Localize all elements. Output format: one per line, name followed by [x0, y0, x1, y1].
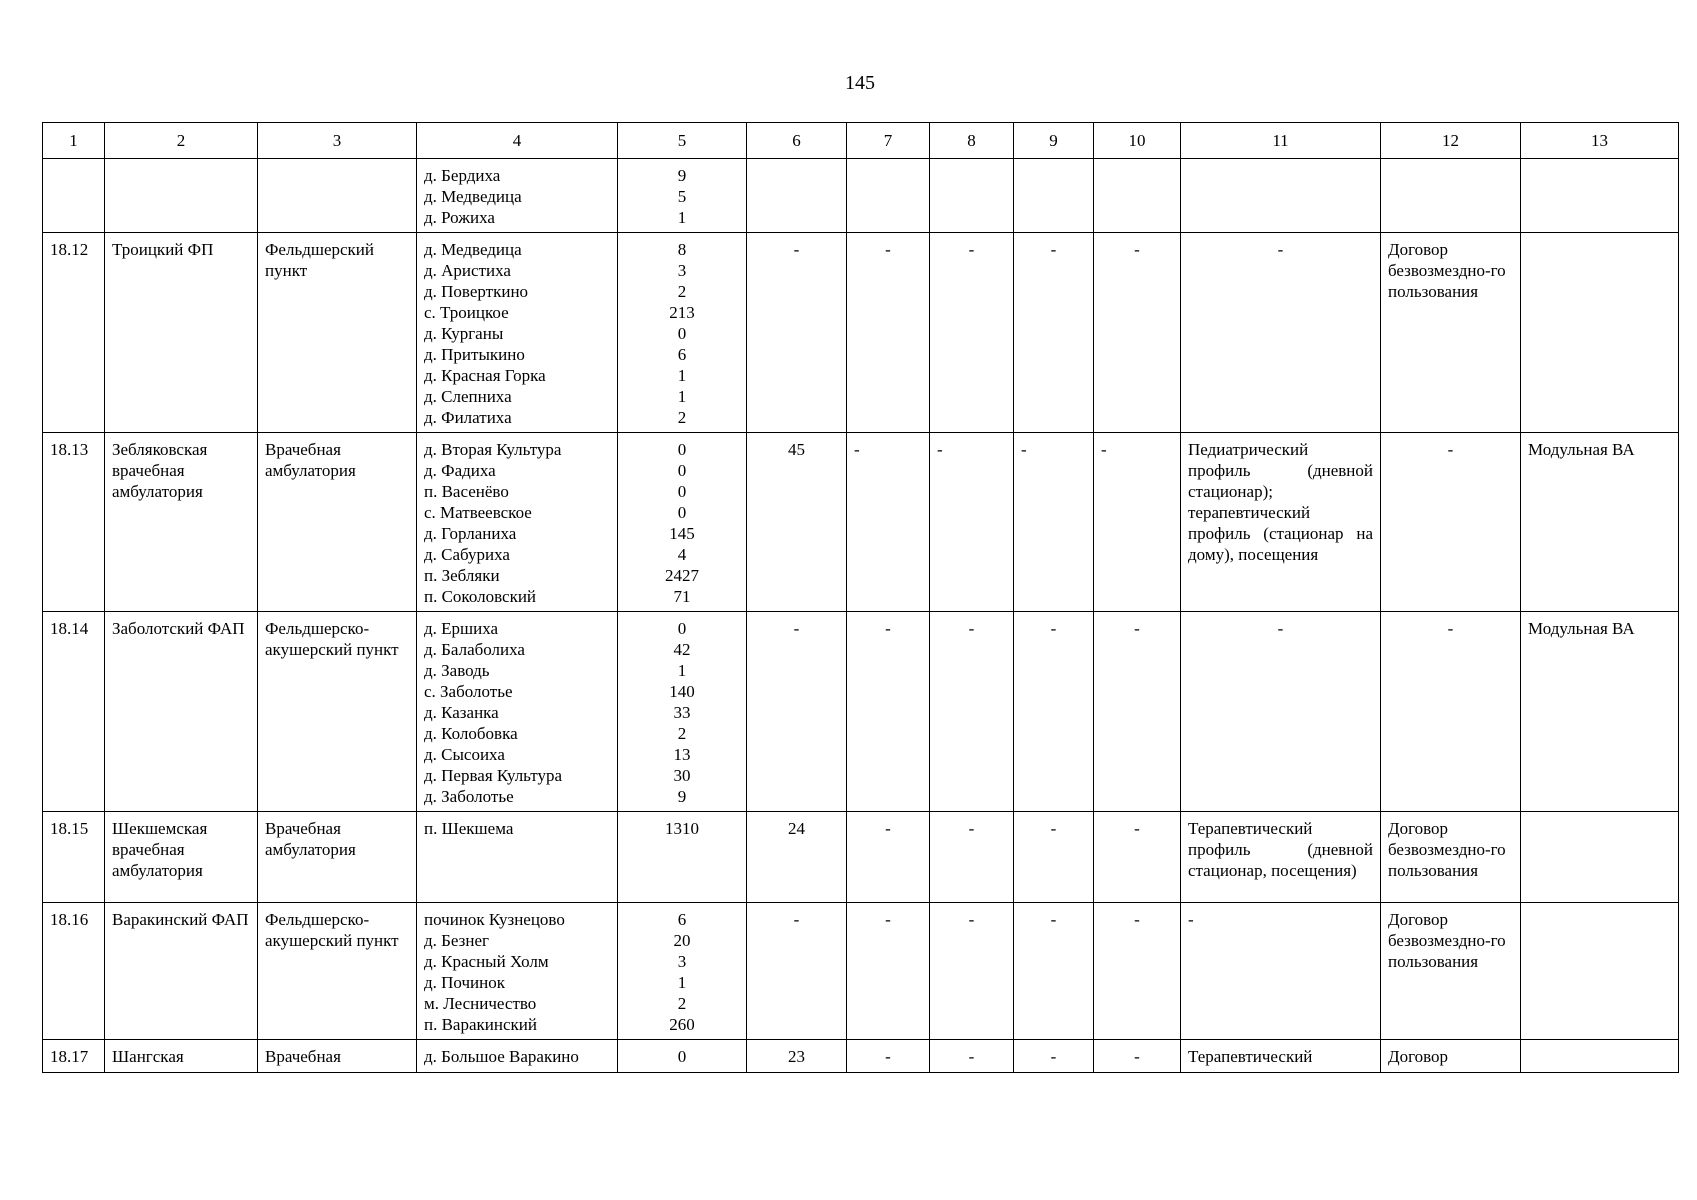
- column-11-cell: Терапевтический профиль (дневной стационар, посещения): [1181, 812, 1381, 903]
- settlement-name: д. Бердиха: [424, 166, 501, 185]
- population-cell: [618, 233, 747, 433]
- settlements-cell: [417, 159, 618, 233]
- settlement-name: д. Большое Варакино: [424, 1047, 579, 1066]
- settlement-name: д. Первая Культура: [424, 766, 563, 785]
- settlement-name: д. Вторая Культура: [424, 440, 562, 459]
- settlement-name: м. Лесничество: [424, 994, 537, 1013]
- column-9-cell: -: [1014, 233, 1094, 433]
- population-value: 0: [677, 1047, 687, 1066]
- column-13-cell: [1521, 159, 1679, 233]
- column-8-cell: -: [930, 812, 1014, 903]
- facility-name-cell: [105, 159, 258, 233]
- column-8-cell: -: [930, 1040, 1014, 1073]
- facility-type-cell: Фельдшерско-акушерский пункт: [258, 903, 417, 1040]
- facility-name-cell: Заболотский ФАП: [105, 612, 258, 812]
- settlements-cell: [417, 233, 618, 433]
- population-value: 0: [677, 503, 687, 522]
- column-7-cell: -: [847, 812, 930, 903]
- column-number: 8: [930, 123, 1014, 159]
- table-row: [43, 433, 1679, 612]
- facility-name-cell: Шангская: [105, 1040, 258, 1073]
- population-value: 2427: [665, 566, 699, 585]
- column-9-cell: -: [1014, 1040, 1094, 1073]
- settlement-name: д. Ершиха: [424, 619, 499, 638]
- settlement-name: д. Заводь: [424, 661, 490, 680]
- settlement-name: с. Троицкое: [424, 303, 509, 322]
- population-cell: [618, 812, 747, 903]
- settlement-name: д. Медведица: [424, 240, 522, 259]
- settlement-name: д. Курганы: [424, 324, 504, 343]
- population-value: 0: [677, 482, 687, 501]
- population-value: 42: [673, 640, 691, 659]
- column-7-cell: -: [847, 233, 930, 433]
- column-6-cell: -: [747, 903, 847, 1040]
- row-number-cell: 18.13: [43, 433, 105, 612]
- settlement-name: починок Кузнецово: [424, 910, 565, 929]
- population-value: 213: [669, 303, 695, 322]
- settlement-name: д. Филатиха: [424, 408, 512, 427]
- facilities-table: [42, 122, 1679, 1073]
- population-value: 2: [677, 282, 687, 301]
- column-11-cell: [1181, 159, 1381, 233]
- population-value: 2: [677, 724, 687, 743]
- population-value: 1: [677, 366, 687, 385]
- column-8-cell: -: [930, 612, 1014, 812]
- population-cell: [618, 612, 747, 812]
- population-value: 2: [677, 408, 687, 427]
- page-number: 145: [845, 72, 875, 94]
- table-row: [43, 612, 1679, 812]
- settlement-name: д. Медведица: [424, 187, 522, 206]
- row-number-cell: [43, 159, 105, 233]
- settlement-name: п. Шекшема: [424, 819, 514, 838]
- column-6-cell: [747, 159, 847, 233]
- settlement-name: д. Красная Горка: [424, 366, 546, 385]
- population-value: 0: [677, 324, 687, 343]
- population-value: 13: [673, 745, 691, 764]
- table-row: [43, 233, 1679, 433]
- population-value: 8: [677, 240, 687, 259]
- facility-type-cell: Врачебная: [258, 1040, 417, 1073]
- column-number: 11: [1181, 123, 1381, 159]
- settlement-name: п. Зебляки: [424, 566, 500, 585]
- settlements-cell: [417, 612, 618, 812]
- population-value: 3: [677, 261, 687, 280]
- settlement-name: д. Рожиха: [424, 208, 495, 227]
- column-10-cell: [1094, 159, 1181, 233]
- column-13-cell: Модульная ВА: [1521, 433, 1679, 612]
- population-value: 9: [677, 787, 687, 806]
- column-10-cell: -: [1094, 233, 1181, 433]
- column-12-cell: Договор безвозмездно-го пользования: [1381, 812, 1521, 903]
- column-6-cell: -: [747, 233, 847, 433]
- facility-type-cell: Фельдшерский пункт: [258, 233, 417, 433]
- column-12-cell: [1381, 159, 1521, 233]
- settlements-cell: [417, 812, 618, 903]
- settlement-name: п. Варакинский: [424, 1015, 537, 1034]
- column-number: 10: [1094, 123, 1181, 159]
- column-12-cell: Договор безвозмездно-го пользования: [1381, 233, 1521, 433]
- population-value: 2: [677, 994, 687, 1013]
- population-cell: [618, 433, 747, 612]
- population-value: 140: [669, 682, 695, 701]
- column-6-cell: 45: [747, 433, 847, 612]
- column-number: 1: [43, 123, 105, 159]
- population-value: 9: [677, 166, 687, 185]
- population-value: 3: [677, 952, 687, 971]
- table-row: [43, 159, 1679, 233]
- population-value: 30: [673, 766, 691, 785]
- column-8-cell: -: [930, 233, 1014, 433]
- column-7-cell: -: [847, 612, 930, 812]
- column-12-cell: Договор безвозмездно-го пользования: [1381, 903, 1521, 1040]
- column-13-cell: [1521, 812, 1679, 903]
- column-number: 12: [1381, 123, 1521, 159]
- column-number: 6: [747, 123, 847, 159]
- settlement-name: д. Аристиха: [424, 261, 511, 280]
- column-13-cell: [1521, 903, 1679, 1040]
- column-11-cell: -: [1181, 233, 1381, 433]
- settlement-name: д. Балаболиха: [424, 640, 525, 659]
- population-value: 5: [677, 187, 687, 206]
- population-value: 260: [669, 1015, 695, 1034]
- population-value: 145: [669, 524, 695, 543]
- settlement-name: д. Красный Холм: [424, 952, 549, 971]
- settlement-name: с. Матвеевское: [424, 503, 532, 522]
- column-13-cell: Модульная ВА: [1521, 612, 1679, 812]
- column-9-cell: -: [1014, 903, 1094, 1040]
- facility-name-cell: Варакинский ФАП: [105, 903, 258, 1040]
- settlement-name: д. Слепниха: [424, 387, 512, 406]
- column-10-cell: -: [1094, 612, 1181, 812]
- column-13-cell: [1521, 1040, 1679, 1073]
- column-number: 5: [618, 123, 747, 159]
- row-number-cell: 18.16: [43, 903, 105, 1040]
- column-12-cell: -: [1381, 433, 1521, 612]
- column-8-cell: [930, 159, 1014, 233]
- row-number-cell: 18.17: [43, 1040, 105, 1073]
- column-8-cell: -: [930, 433, 1014, 612]
- population-value: 33: [673, 703, 691, 722]
- column-11-cell: Терапевтический: [1181, 1040, 1381, 1073]
- column-10-cell: -: [1094, 903, 1181, 1040]
- facility-type-cell: Врачебная амбулатория: [258, 812, 417, 903]
- facility-type-cell: Врачебная амбулатория: [258, 433, 417, 612]
- population-value: 1: [677, 387, 687, 406]
- table-row: [43, 903, 1679, 1040]
- column-9-cell: -: [1014, 433, 1094, 612]
- column-7-cell: -: [847, 903, 930, 1040]
- facility-type-cell: [258, 159, 417, 233]
- population-value: 20: [673, 931, 691, 950]
- settlement-name: д. Сабуриха: [424, 545, 510, 564]
- column-10-cell: -: [1094, 812, 1181, 903]
- settlement-name: д. Казанка: [424, 703, 499, 722]
- column-6-cell: 24: [747, 812, 847, 903]
- column-10-cell: -: [1094, 1040, 1181, 1073]
- column-7-cell: -: [847, 1040, 930, 1073]
- settlement-name: д. Починок: [424, 973, 505, 992]
- table-row: [43, 812, 1679, 903]
- settlement-name: д. Горланиха: [424, 524, 517, 543]
- facility-name-cell: Шекшемская врачебная амбулатория: [105, 812, 258, 903]
- settlement-name: д. Колобовка: [424, 724, 518, 743]
- population-value: 0: [677, 440, 687, 459]
- settlements-cell: [417, 433, 618, 612]
- column-8-cell: -: [930, 903, 1014, 1040]
- column-number: 2: [105, 123, 258, 159]
- column-10-cell: -: [1094, 433, 1181, 612]
- population-value: 1: [677, 973, 687, 992]
- row-number-cell: 18.12: [43, 233, 105, 433]
- column-number: 9: [1014, 123, 1094, 159]
- facility-name-cell: Троицкий ФП: [105, 233, 258, 433]
- column-12-cell: Договор: [1381, 1040, 1521, 1073]
- population-cell: [618, 903, 747, 1040]
- column-11-cell: -: [1181, 903, 1381, 1040]
- population-value: 0: [677, 619, 687, 638]
- settlements-cell: [417, 1040, 618, 1073]
- population-value: 71: [673, 587, 691, 606]
- population-value: 1310: [665, 819, 699, 838]
- settlement-name: д. Сысоиха: [424, 745, 505, 764]
- population-value: 6: [677, 345, 687, 364]
- settlement-name: д. Безнег: [424, 931, 489, 950]
- population-value: 1: [677, 208, 687, 227]
- facility-name-cell: Зебляковская врачебная амбулатория: [105, 433, 258, 612]
- settlement-name: п. Васенёво: [424, 482, 509, 501]
- settlements-cell: [417, 903, 618, 1040]
- row-number-cell: 18.15: [43, 812, 105, 903]
- column-12-cell: -: [1381, 612, 1521, 812]
- facility-type-cell: Фельдшерско-акушерский пункт: [258, 612, 417, 812]
- column-6-cell: -: [747, 612, 847, 812]
- column-number: 4: [417, 123, 618, 159]
- column-7-cell: [847, 159, 930, 233]
- settlement-name: д. Заболотье: [424, 787, 514, 806]
- column-6-cell: 23: [747, 1040, 847, 1073]
- population-value: 0: [677, 461, 687, 480]
- column-number-row: [43, 123, 1679, 159]
- settlement-name: п. Соколовский: [424, 587, 537, 606]
- table-row: [43, 1040, 1679, 1073]
- population-cell: [618, 1040, 747, 1073]
- column-7-cell: -: [847, 433, 930, 612]
- population-value: 1: [677, 661, 687, 680]
- row-number-cell: 18.14: [43, 612, 105, 812]
- column-number: 3: [258, 123, 417, 159]
- settlement-name: с. Заболотье: [424, 682, 513, 701]
- settlement-name: д. Притыкино: [424, 345, 525, 364]
- column-number: 7: [847, 123, 930, 159]
- population-value: 4: [677, 545, 687, 564]
- population-cell: [618, 159, 747, 233]
- settlement-name: д. Поверткино: [424, 282, 529, 301]
- population-value: 6: [677, 910, 687, 929]
- column-11-cell: Педиатрический профиль (дневной стационар); терапевтический профиль (стационар на дому), посещения: [1181, 433, 1381, 612]
- column-9-cell: [1014, 159, 1094, 233]
- column-13-cell: [1521, 233, 1679, 433]
- column-number: 13: [1521, 123, 1679, 159]
- settlement-name: д. Фадиха: [424, 461, 496, 480]
- column-9-cell: -: [1014, 612, 1094, 812]
- column-11-cell: -: [1181, 612, 1381, 812]
- column-9-cell: -: [1014, 812, 1094, 903]
